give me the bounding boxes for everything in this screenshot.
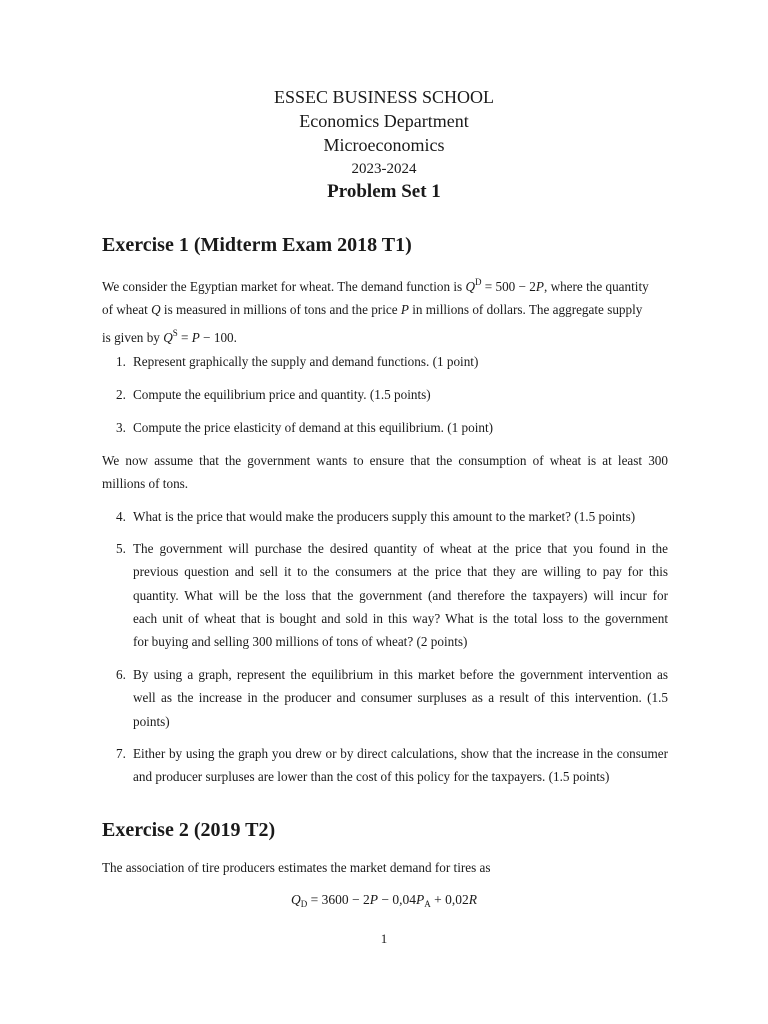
question-number: 3. xyxy=(116,420,126,435)
question-text: Compute the equilibrium price and quantity. (1.5 points) xyxy=(133,387,431,402)
question-number: 1. xyxy=(116,354,126,369)
question-number: 5. xyxy=(116,541,126,556)
problem-set-title: Problem Set 1 xyxy=(327,181,441,202)
question-number: 4. xyxy=(116,509,126,524)
course-name: Microeconomics xyxy=(323,135,445,155)
question-number: 7. xyxy=(116,746,126,761)
exercise-2-heading: Exercise 2 (2019 T2) xyxy=(102,819,276,841)
demand-equation: $Q_D = 3600 - 2P - 0,04P_A + 0,02R$ xyxy=(291,892,477,909)
academic-year: 2023-2024 xyxy=(351,161,417,177)
question-number: 2. xyxy=(116,387,126,402)
exercise-1-assumption: We now assume that the government wants to ensure that the consumption of wheat is at least 300 millions of tons. xyxy=(102,453,668,492)
question-text: What is the price that would make the producers supply this amount to the market? (1.5 points) xyxy=(133,509,636,524)
intro-line-2: of wheat Q is measured in millions of tons and the price P in millions of dollars. The aggregate supply xyxy=(102,302,643,318)
page-number: 1 xyxy=(380,931,388,946)
exercise-1-heading: Exercise 1 (Midterm Exam 2018 T1) xyxy=(102,234,412,256)
question-number: 6. xyxy=(116,667,126,682)
intro-line-1: We consider the Egyptian market for wheat. The demand function is $Q^D = 500 - 2P$, where the quantity xyxy=(102,277,649,294)
question-text: Compute the price elasticity of demand at this equilibrium. (1 point) xyxy=(133,420,494,435)
exercise-2-intro: The association of tire producers estimates the market demand for tires as xyxy=(102,860,491,875)
question-text: By using a graph, represent the equilibrium in this market before the government intervention as well as the increase in the producer and consumer surpluses as a result of this intervention. (1.5 points) xyxy=(133,667,668,729)
department-name: Economics Department xyxy=(299,111,469,131)
school-name: ESSEC BUSINESS SCHOOL xyxy=(273,87,495,107)
question-text: Either by using the graph you drew or by direct calculations, show that the increase in the consumer and producer surpluses are lower than the cost of this policy for the taxpayers. (1.5 points) xyxy=(133,746,668,785)
question-text: Represent graphically the supply and demand functions. (1 point) xyxy=(133,354,479,369)
intro-line-3: is given by $Q^S = P - 100$. xyxy=(102,327,237,345)
exercise-1-intro xyxy=(102,271,668,349)
question-text: The government will purchase the desired quantity of wheat at the price that you found in the previous question and sell it to the consumers at the price that they are willing to pay for this quantity. What will be the loss that the government (and therefore the taxpayers) will incur for each unit of wheat that is bought and sold in this way? What is the total loss to the government for buying and selling 300 millions of tons of wheat? (2 points) xyxy=(133,541,668,650)
